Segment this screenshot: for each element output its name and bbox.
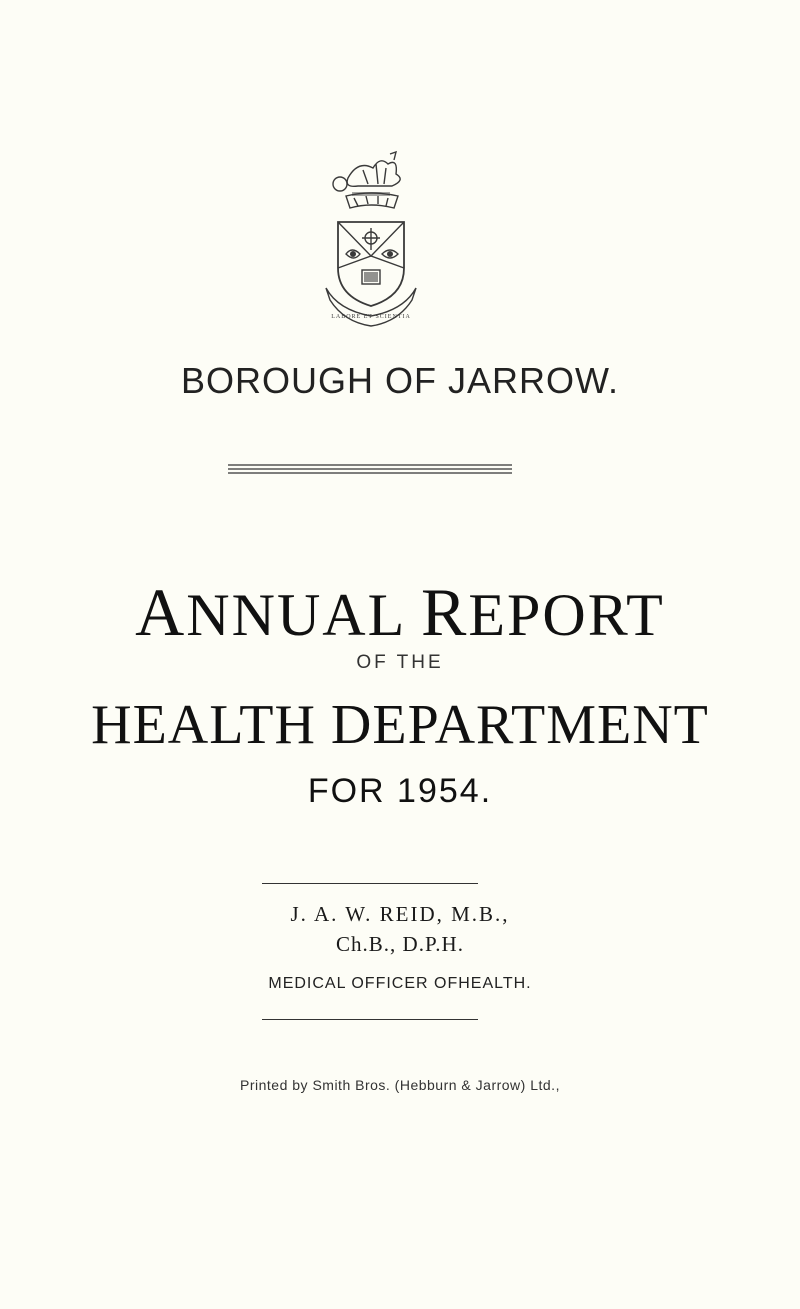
title-cap-r: R [421,574,469,650]
title-rest-annual: NNUAL [186,582,422,648]
crest-motto: LABORE ET SCIENTIA [331,314,411,320]
divider-bottom [262,1019,478,1020]
printer-imprint: Printed by Smith Bros. (Hebburn & Jarrow) Ltd., [240,1077,560,1093]
title-rest-report: EPORT [468,582,665,648]
title-cap-a: A [135,574,187,650]
title-connector: OF THE [356,652,444,673]
borough-heading: BOROUGH OF JARROW. [180,360,619,401]
author-role: MEDICAL OFFICER OFHEALTH. [268,975,532,992]
divider-top [262,883,478,884]
report-title [0,573,800,652]
author-qualifications: Ch.B., D.P.H. [336,932,464,956]
department-title: HEALTH DEPARTMENT [91,694,709,756]
double-rule-divider [228,463,512,477]
coat-of-arms-icon [318,150,424,330]
author-name: J. A. W. REID, M.B., [290,902,510,926]
report-year: FOR 1954. [307,772,493,810]
